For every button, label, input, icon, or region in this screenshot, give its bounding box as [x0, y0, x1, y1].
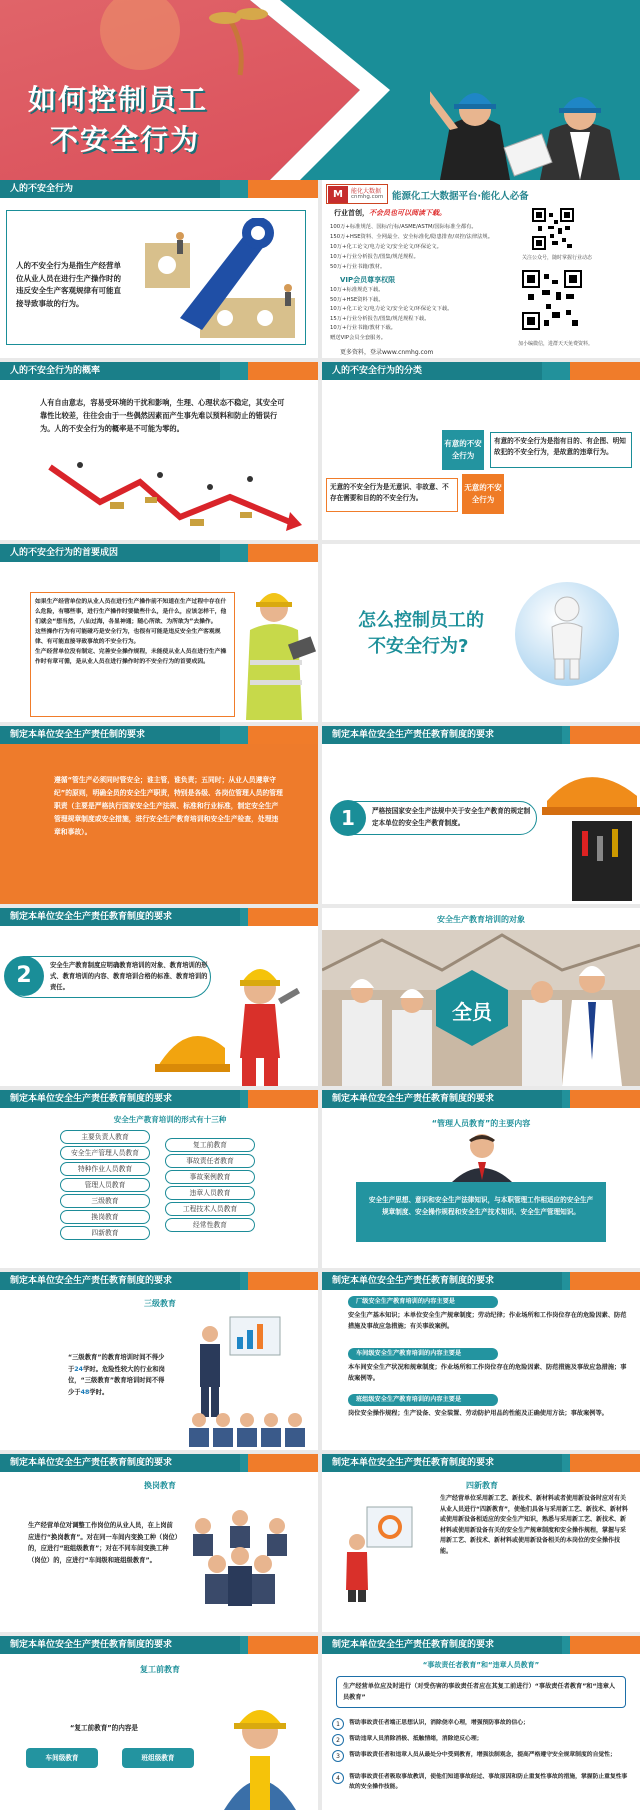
- qr1-caption: 关注公众号，随时掌握行业动态: [522, 255, 593, 261]
- slide-unsafe-behavior: [0, 180, 318, 358]
- ad-logo-mark: M: [328, 186, 348, 203]
- item-text: 安全生产教育制度应明确教育培训的对象、教育培训的形式、教育培训的内容、教育培训合格的标准、教育培训的责任。: [50, 962, 208, 991]
- cover-title-line1: 如何控制员工: [28, 83, 209, 116]
- ad-subtitle-lead: 行业首创，: [334, 209, 369, 217]
- form-item-left: 三级教育: [60, 1194, 150, 1208]
- team-level-content: 岗位安全操作规程；生产设备、安全装置、劳动防护用品的性能及正确使用方法；事故案例等。: [348, 1410, 608, 1417]
- hardhat-tools-illustration: [542, 751, 640, 904]
- form-item-left: 主要负责人教育: [60, 1130, 150, 1144]
- item-number: 4: [332, 1772, 344, 1784]
- slide-three-level: [0, 1272, 318, 1450]
- factory-level-content: 安全生产基本知识；本单位安全生产规章制度；劳动纪律；作业场所和工作岗位存在的危险因素、防范措施及事故应急措施；有关事故案例。: [348, 1312, 627, 1330]
- item-text: 帮助违章人员消除消极、抵触情绪，消除逆反心理；: [349, 1736, 483, 1742]
- training-targets-title: 安全生产教育培训的对象: [437, 915, 525, 924]
- item-number-badge: 1: [330, 800, 366, 836]
- vip-item: 50万+HSE资料下载。: [330, 296, 384, 303]
- three-level-text-b: 学时。危险性较大的行业和岗位，“三级教育”教育培训时间不得少于: [68, 1365, 165, 1396]
- vip-item: 15万+行业分析报告/图集/规范规程下载。: [330, 315, 430, 322]
- four-new-title: 四新教育: [466, 1481, 498, 1490]
- item-number: 2: [332, 1734, 344, 1746]
- item-number: 1: [332, 1718, 344, 1730]
- intentional-text: 有意的不安全行为是指有目的、有企图、明知故犯的不安全行为，是故意的违章行为。: [490, 432, 632, 468]
- badge-text: 全员: [452, 1000, 492, 1024]
- item-text: 帮助事故责任者和违章人员从最处分中受到教育，增强法制观念，提高严格遵守安全规章制度的自觉性；: [349, 1752, 616, 1758]
- item-number: 3: [332, 1750, 344, 1762]
- ad-item: 50万+行业书籍/教材。: [330, 264, 386, 270]
- vip-item: 10万+标准规范下载。: [330, 287, 384, 293]
- accident-item: [332, 1772, 632, 1792]
- slide-how-to-control: [322, 544, 640, 722]
- ad-subtitle-red: 不会员也可以阅读下载。: [369, 209, 446, 217]
- slide-header: 制定本单位安全生产责任教育制度的要求: [322, 1090, 562, 1108]
- slide-header: 人的不安全行为的分类: [322, 362, 542, 380]
- slide-header: 制定本单位安全生产责任制的要求: [0, 726, 220, 744]
- slide-header: 制定本单位安全生产责任教育制度的要求: [322, 1454, 562, 1472]
- three-level-text-c: 学时。: [89, 1388, 109, 1396]
- cover-title-line2: 不安全行为: [50, 123, 201, 156]
- form-item-right: 事故责任者教育: [165, 1154, 255, 1168]
- control-title-line2: 不安全行为?: [368, 636, 469, 657]
- slide-accident-violator-education: [322, 1636, 640, 1810]
- training-forms-title: 安全生产教育培训的形式有十三种: [113, 1115, 227, 1124]
- slide-three-level-content: [322, 1272, 640, 1450]
- cause-p1: 如果生产经营单位的从业人员在进行生产操作前不知道在生产过程中存在什么危险，有哪些事，进行生产操作时要做些什么，是什么，应该怎样干，他们就会“想当然，八仙过海，各显神通；随心所欲、为所欲为”去操作。: [35, 599, 227, 625]
- control-title-line1: 怎么控制员工的: [358, 610, 484, 631]
- qr-code-2: [522, 270, 582, 330]
- slide-training-forms: [0, 1090, 318, 1268]
- ad-item: 10万+化工论文/电力论文/安全论文/环保论文。: [330, 244, 442, 250]
- slide-primary-cause: [0, 544, 318, 722]
- cartoon-worker-illustration: [150, 948, 318, 1086]
- manager-education-title: “管理人员教育”的主要内容: [431, 1119, 531, 1128]
- slide-header: 制定本单位安全生产责任教育制度的要求: [322, 1272, 562, 1290]
- wrench-illustration: [140, 218, 310, 348]
- cause-p2: 这些操作行为有可能碰巧是安全行为，也很有可能是违反安全生产客观规律、有可能直接导致事故的不安全行为。: [35, 629, 221, 645]
- slide-probability: [0, 362, 318, 540]
- item-text: 帮助事故责任者吸取事故教训，使他们知道事故经过、事故原因和防止重复性事故的措施，掌握防止重复性事故的安全操作技能。: [349, 1774, 628, 1790]
- workshop-level-button[interactable]: 车间级教育: [26, 1748, 98, 1768]
- hours-hazardous: 48: [80, 1388, 90, 1396]
- form-item-right: 事故案例教育: [165, 1170, 255, 1184]
- ad-logo: [326, 184, 388, 204]
- item-text: 帮助事故责任者端正思想认识，消除侥幸心理，增强预防事故的信心；: [349, 1720, 529, 1726]
- slide-header: 制定本单位安全生产责任教育制度的要求: [322, 1636, 562, 1654]
- return-to-work-title: 复工前教育: [140, 1665, 180, 1674]
- form-item-left: 换岗教育: [60, 1210, 150, 1224]
- slide-education-system-2: [0, 908, 318, 1086]
- cover-slide: [0, 0, 640, 180]
- slide-header: 制定本单位安全生产责任教育制度的要求: [0, 908, 240, 926]
- slide-header: 制定本单位安全生产责任教育制度的要求: [0, 1090, 240, 1108]
- three-level-text-a: “三级教育”的教育培训时间不得少于: [68, 1354, 165, 1373]
- unintentional-label: 无意的不安全行为: [462, 474, 504, 514]
- form-item-left: 管理人员教育: [60, 1178, 150, 1192]
- ad-logo-text: 能化大数据: [351, 188, 382, 195]
- return-to-work-sub: “复工前教育”的内容是: [70, 1724, 139, 1732]
- slide-classification: [322, 362, 640, 540]
- job-change-title: 换岗教育: [144, 1481, 176, 1490]
- ad-item: 150万+HSE资料、全网最全、安全标准化/隐患排查/双控/法律法规。: [330, 234, 494, 240]
- form-item-right: 复工前教育: [165, 1138, 255, 1152]
- probability-text: 人有自由意志，容易受环境的干扰和影响，生理、心理状态不稳定，其安全可靠性比较差，往往会由于一些偶然因素而产生事先难以预料和防止的错误行为。人的不安全行为的概率是不可能为零的。: [40, 398, 285, 433]
- workshop-level-content: 本车间安全生产状况和规章制度；作业场所和工作岗位存在的危险因素、防范措施及事故应急措施；事故案例等。: [348, 1364, 627, 1382]
- form-item-left: 特种作业人员教育: [60, 1162, 150, 1176]
- slide-header: 人的不安全行为的首要成因: [0, 544, 220, 562]
- intentional-label: 有意的不安全行为: [442, 430, 484, 470]
- accident-education-title: “事故责任者教育”和“违章人员教育”: [422, 1661, 540, 1669]
- job-change-text: 生产经营单位对调整工作岗位的从业人员，在上岗前应进行“换岗教育”。对在同一车间内变换工种（岗位）的，应进行“班组级教育”；对在不同车间变换工种（岗位）的，应进行“车间级和班组级教育”。: [28, 1522, 178, 1564]
- team-level-button[interactable]: 班组级教育: [122, 1748, 194, 1768]
- accident-item: [332, 1750, 632, 1769]
- definition-text: 人的不安全行为是指生产经营单位从业人员在进行生产操作时的违反安全生产客观规律有可能直接导致事故的行为。: [16, 261, 121, 308]
- ad-item: 10万+行业分析报告/图集/规范规程。: [330, 254, 419, 260]
- ad-more-link[interactable]: 更多资料，登录www.cnmhg.com: [340, 349, 434, 356]
- businessman-illustration: [447, 1132, 517, 1182]
- form-item-right: 工程技术人员教育: [165, 1202, 255, 1216]
- slide-four-new: [322, 1454, 640, 1632]
- item-text: 严格按国家安全生产法规中关于安全生产教育的规定制定本单位的安全生产教育制度。: [372, 807, 531, 827]
- vip-item: 赠送VIP会员全套服务。: [330, 334, 387, 341]
- vip-item: 10万+化工论文/电力论文/安全论文/环保论文下载。: [330, 306, 453, 312]
- thinking-figure-bubble: [512, 579, 622, 689]
- four-new-text: 生产经营单位采用新工艺、新技术、新材料或者使用新设备时应对有关从业人员进行“四新教育”，使他们具备与采用新工艺、新技术、新材料或使用新设备相适应的安全生产知识，熟悉与采用新工艺、新技术、新材料或使用新设备有关的安全生产规章制度和安全操作规程，掌握与采用新工艺、新技术、新材料或使用新设备相关的本岗位的安全操作技能。: [440, 1495, 628, 1555]
- factory-level-label: 厂级安全生产教育培训的内容主要是: [348, 1296, 498, 1308]
- ad-subtitle: [334, 208, 446, 218]
- ad-logo-url: cnmhg.com: [351, 194, 384, 200]
- ad-vip-title: VIP会员尊享权限: [340, 276, 396, 284]
- ad-panel: [322, 180, 640, 358]
- ad-vip-items: [330, 286, 530, 343]
- vip-item: 10万+行业书籍/教材下载。: [330, 325, 396, 331]
- responsibility-text: 遵循“管生产必须同时管安全；谁主管，谁负责；五同时；从业人员遵章守纪”的原则，明确全员的安全生产职责，特别是各级、各岗位管理人员的管理职责（主要是严格执行国家安全生产法规、标准和行业标准，制定安全生产管理规章制度或安全措施，进行安全生产教育培训和安全生产检查，处理违章和事故）。: [54, 776, 283, 836]
- form-item-left: 四新教育: [60, 1226, 150, 1240]
- three-level-text: [68, 1352, 168, 1398]
- unintentional-text: 无意的不安全行为是无意识、非故意、不存在需要和目的的不安全行为。: [326, 478, 458, 512]
- hours-normal: 24: [74, 1365, 84, 1373]
- slide-manager-education: [322, 1090, 640, 1268]
- ad-title: 能源化工大数据平台·能化人必备: [392, 191, 529, 202]
- qr2-caption: 加小编微信，进群天天免费资料。: [518, 341, 594, 347]
- worker-vest-illustration: [238, 580, 318, 720]
- accident-intro: 生产经营单位应及时进行（对受伤害的事故责任者应在其复工前进行）“事故责任者教育”和“违章人员教育”: [336, 1676, 626, 1708]
- slide-header: 制定本单位安全生产责任教育制度的要求: [0, 1636, 240, 1654]
- slide-header: 制定本单位安全生产责任教育制度的要求: [322, 726, 562, 744]
- item-number-badge: 2: [4, 956, 44, 996]
- ad-item: 100万+标准规范、国标/行标/ASME/ASTM/国际标准全都有。: [330, 224, 477, 230]
- presenter-board-illustration: [342, 1502, 417, 1602]
- form-item-right: 违章人员教育: [165, 1186, 255, 1200]
- slide-job-change: [0, 1454, 318, 1632]
- cause-box: [30, 592, 235, 717]
- three-level-title: 三级教育: [144, 1299, 176, 1308]
- form-item-left: 安全生产管理人员教育: [60, 1146, 150, 1160]
- slide-education-system-1: [322, 726, 640, 904]
- cause-p3: 生产经营单位没有制定、完善安全操作规程，未能使从业人员在进行生产操作时有章可循，是从业人员在进行操作时的不安全行为的首要成因。: [35, 649, 227, 665]
- workers-illustration: [430, 70, 640, 180]
- slide-header: 人的不安全行为的概率: [0, 362, 220, 380]
- presenter-audience-illustration: [185, 1312, 310, 1447]
- slide-header: 制定本单位安全生产责任教育制度的要求: [0, 1454, 240, 1472]
- manager-education-content: 安全生产思想、意识和安全生产法律知识，与本职管理工作相适应的安全生产规章制度、安全操作规程和安全生产技术知识、安全生产管理知识。: [356, 1182, 606, 1242]
- falling-chart-illustration: [40, 457, 310, 537]
- form-item-right: 经常性教育: [165, 1218, 255, 1232]
- team-people-illustration: [185, 1504, 295, 1614]
- workshop-level-label: 车间级安全生产教育培训的内容主要是: [348, 1348, 498, 1360]
- slide-return-to-work: [0, 1636, 318, 1810]
- slide-header: 制定本单位安全生产责任教育制度的要求: [0, 1272, 240, 1290]
- qr-code-1: [532, 208, 574, 250]
- slide-responsibility-system: [0, 726, 318, 904]
- worker-helmet-illustration: [210, 1691, 310, 1810]
- ad-items: [330, 222, 525, 272]
- slide-header: 人的不安全行为: [0, 180, 220, 198]
- slide-training-targets: [322, 908, 640, 1086]
- team-level-label: 班组级安全生产教育培训的内容主要是: [348, 1394, 498, 1406]
